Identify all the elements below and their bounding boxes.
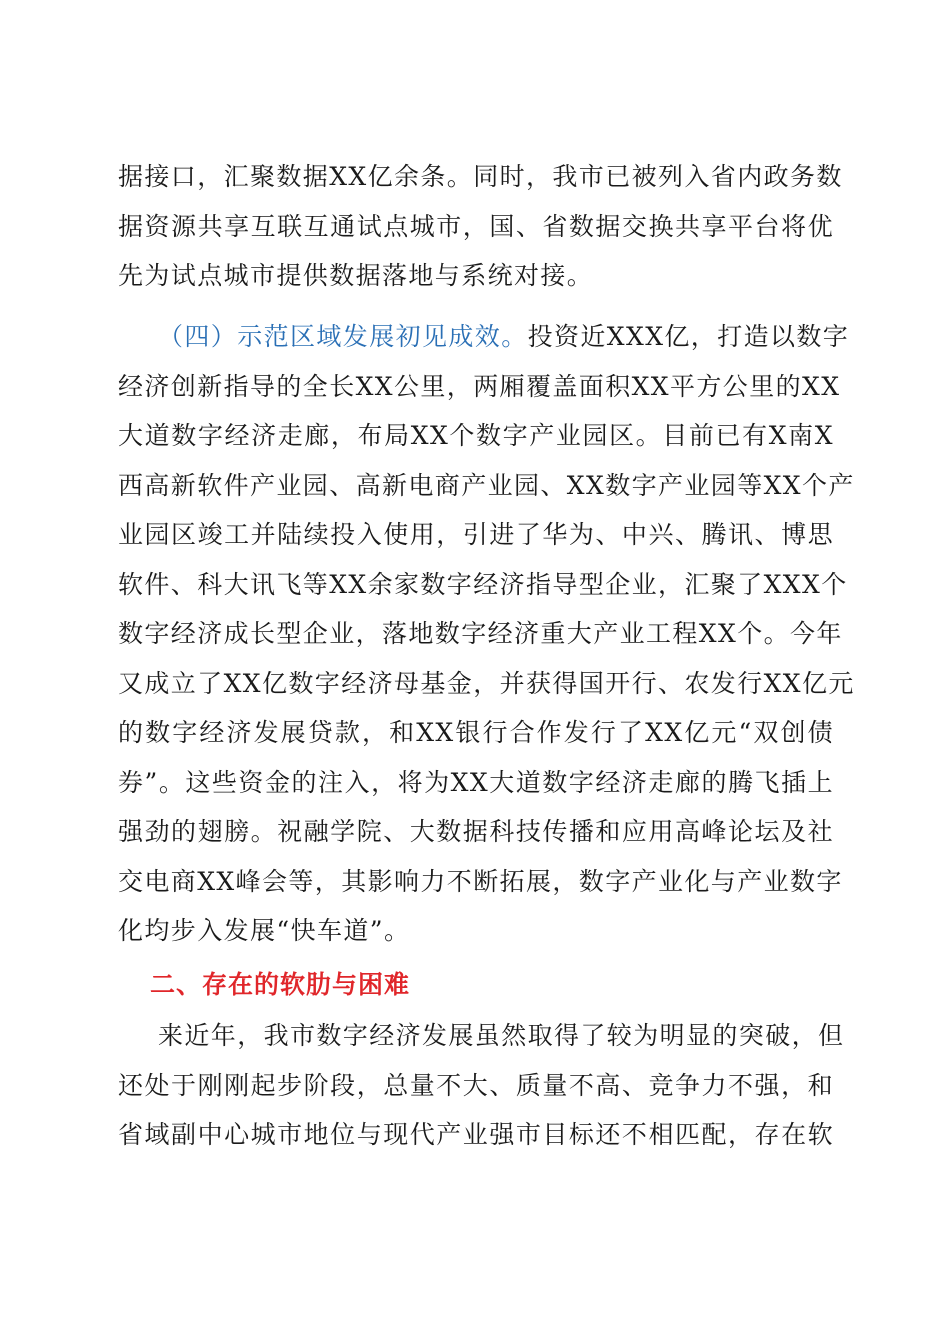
text-line-first — [118, 1011, 845, 1061]
text-line: 西高新软件产业园、高新电商产业园、XX数字产业园等XX个产 — [118, 470, 855, 500]
text-line: 软件、科大讯飞等XX余家数字经济指导型企业，汇聚了XXX个 — [118, 569, 848, 599]
text-fragment: 来近年，我市数字经济发展虽然取得了较为明显的突破，但 — [158, 1021, 845, 1050]
text-line-first — [118, 312, 850, 362]
text-line: 券”。这些资金的注入，将为XX大道数字经济走廊的腾飞插上 — [118, 767, 834, 797]
text-line: 省域副中心城市地位与现代产业强市目标还不相匹配，存在软 — [118, 1120, 834, 1149]
text-line: 经济创新指导的全长XX公里，两厢覆盖面积XX平方公里的XX — [118, 371, 841, 401]
text-line: 交电商XX峰会等，其影响力不断拓展，数字产业化与产业数字 — [118, 866, 843, 896]
section-heading: 二、存在的软肋与困难 — [150, 970, 411, 999]
text-line: 的数字经济发展贷款，和XX银行合作发行了XX亿元“双创债 — [118, 718, 834, 747]
text-line: 业园区竣工并陆续投入使用，引进了华为、中兴、腾讯、博思 — [118, 520, 834, 549]
text-line: 据接口，汇聚数据XX亿余条。同时，我市已被列入省内政务数 — [118, 162, 843, 191]
text-line: 还处于刚刚起步阶段，总量不大、质量不高、竞争力不强，和 — [118, 1070, 834, 1100]
text-line: 据资源共享互联互通试点城市，国、省数据交换共享平台将优 — [118, 211, 834, 241]
text-line: 大道数字经济走廊，布局XX个数字产业园区。目前已有X南X — [118, 421, 834, 450]
text-line: 强劲的翅膀。祝融学院、大数据科技传播和应用高峰论坛及社 — [118, 817, 834, 846]
section-subheading: （四）示范区域发展初见成效。 — [158, 322, 528, 351]
text-fragment: 投资近XXX亿，打造以数字 — [527, 322, 850, 351]
text-line: 先为试点城市提供数据落地与系统对接。 — [118, 261, 594, 290]
paragraph-demonstration-zone — [118, 312, 855, 956]
text-line: 化均步入发展“快车道”。 — [118, 916, 411, 945]
text-line: 数字经济成长型企业，落地数字经济重大产业工程XX个。今年 — [118, 619, 843, 648]
paragraph-data-sharing — [118, 152, 843, 301]
text-line: 又成立了XX亿数字经济母基金，并获得国开行、农发行XX亿元 — [118, 668, 855, 698]
paragraph-weaknesses — [118, 1011, 845, 1160]
